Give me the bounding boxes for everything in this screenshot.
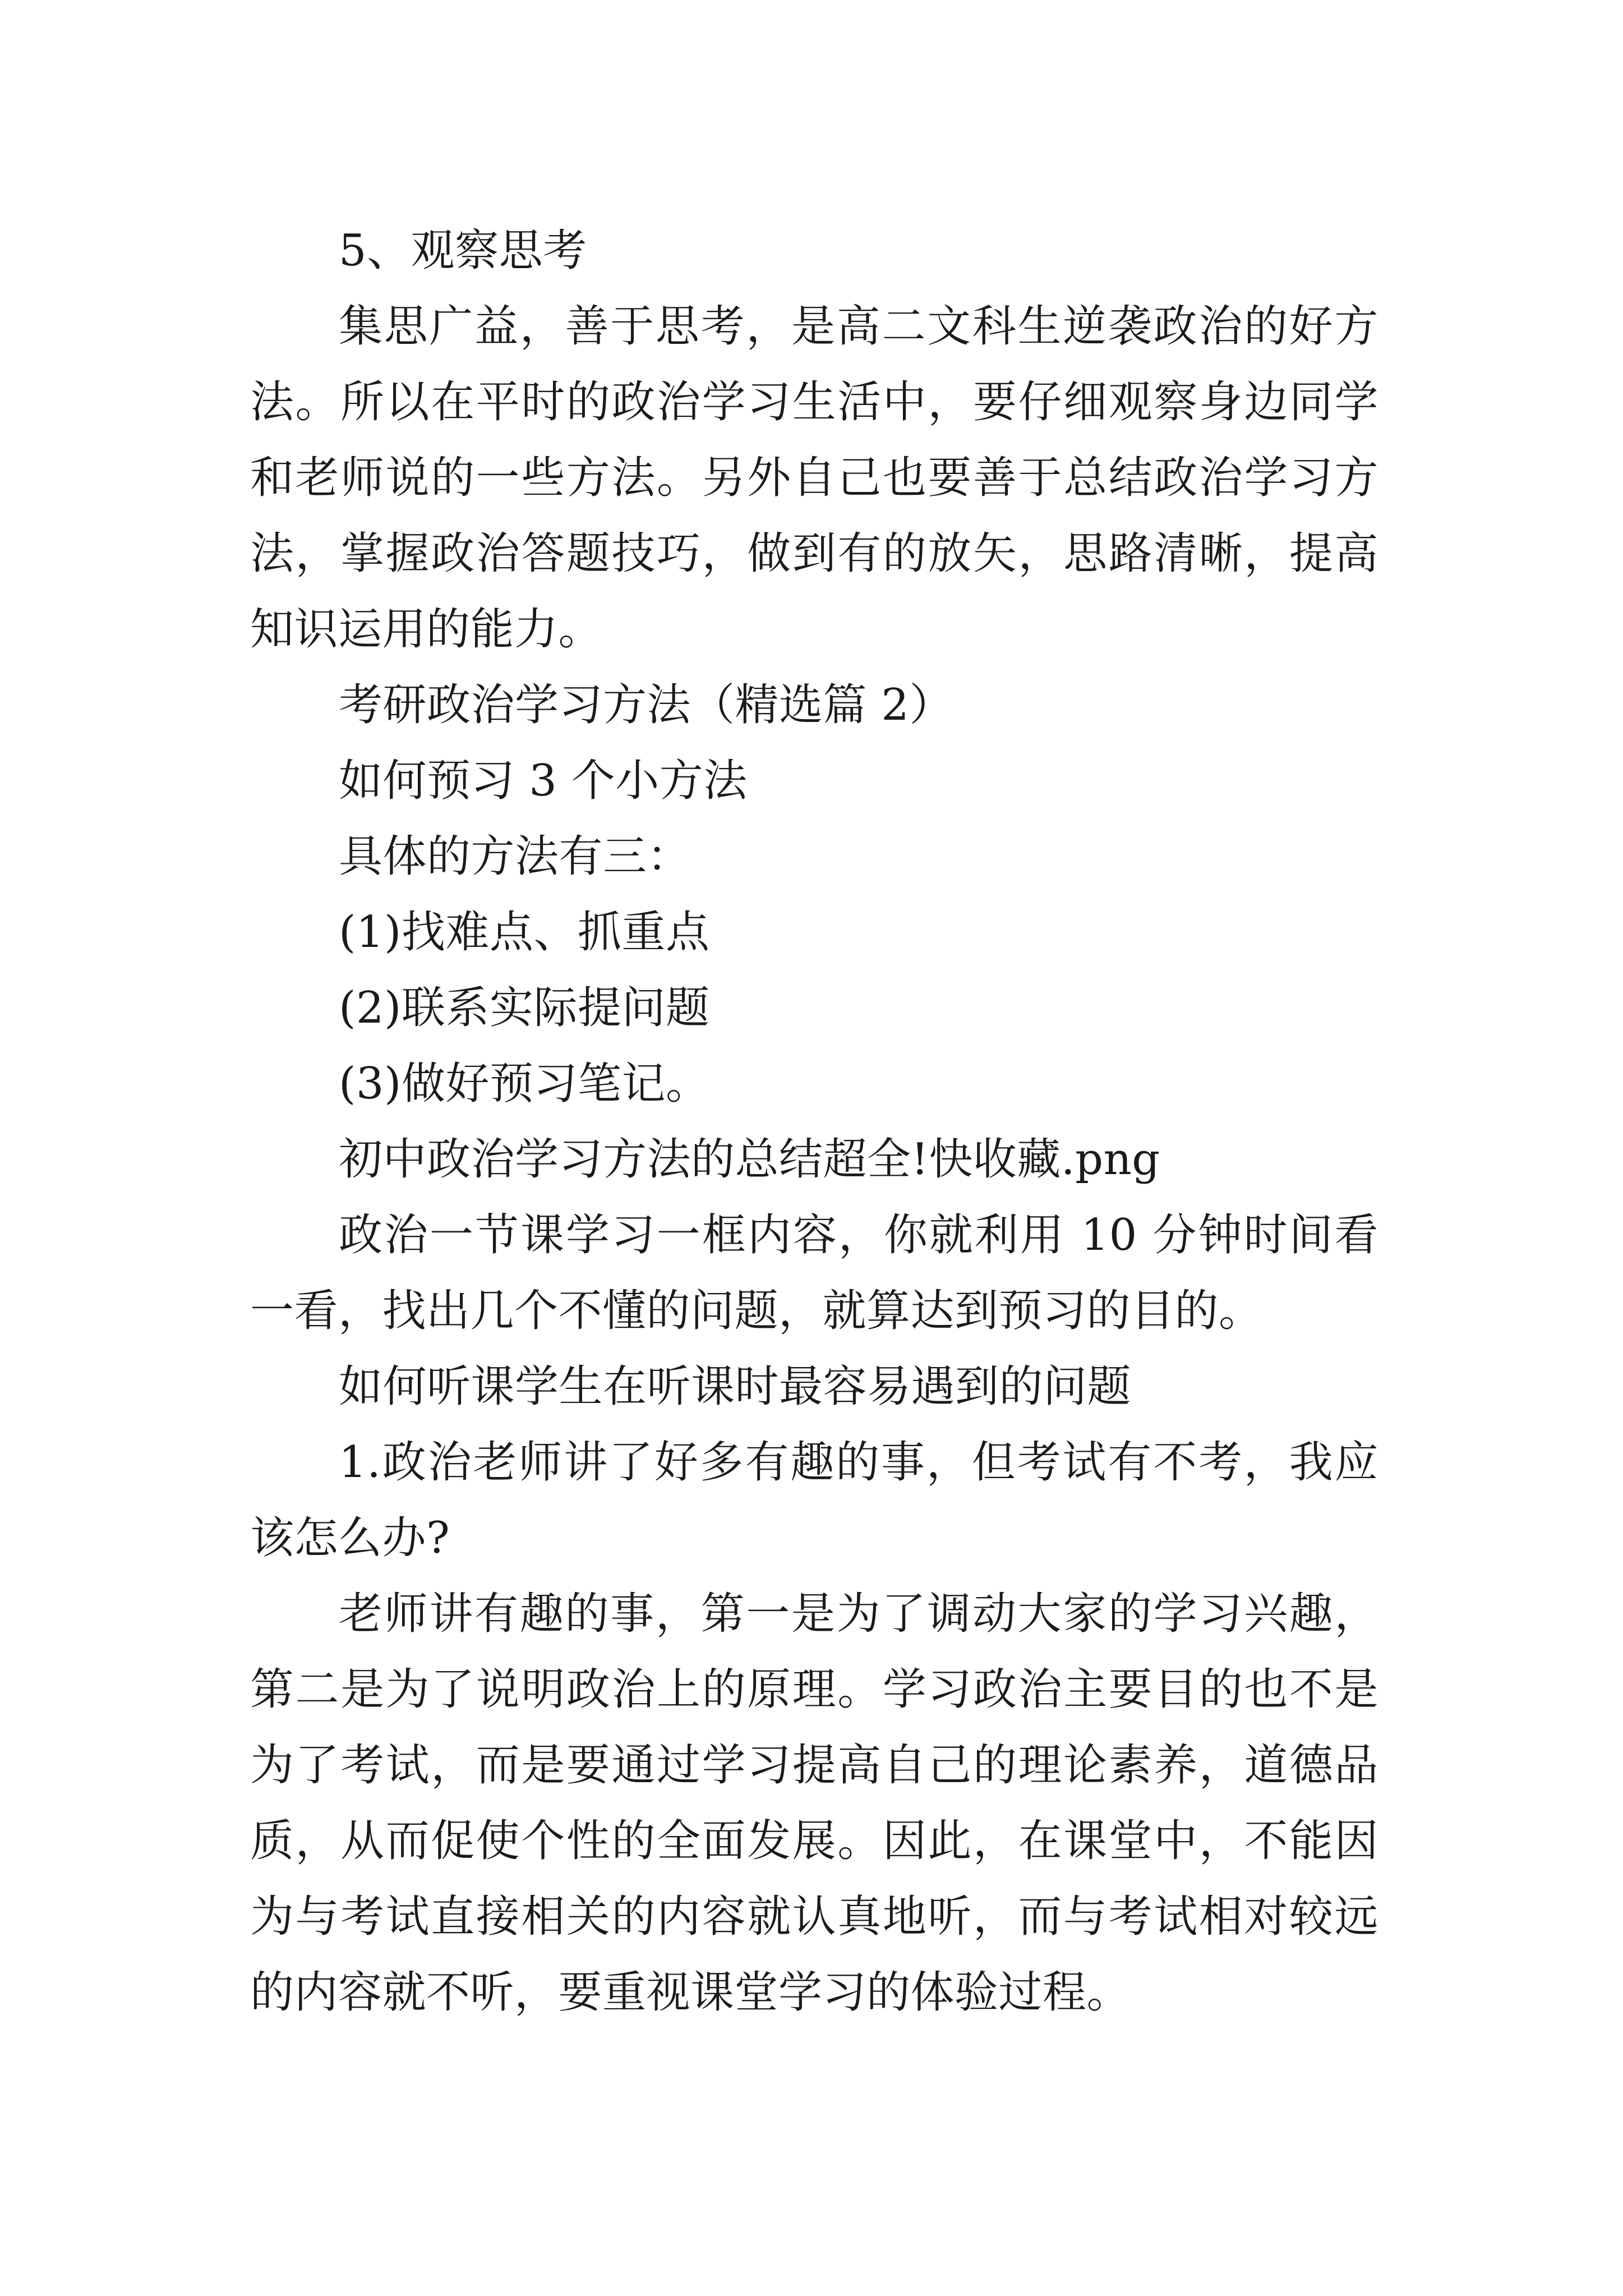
answer-1: 老师讲有趣的事，第一是为了调动大家的学习兴趣，第二是为了说明政治上的原理。学习政治主要目的也不是为了考试，而是要通过学习提高自己的理论素养，道德品质，从而促使个性的全面发展。因此，在课堂中，不能因为与考试直接相关的内容就认真地听，而与考试相对较远的内容就不听，要重视课堂学习的体验过程。 <box>250 1589 1378 2018</box>
section-heading-listening: 如何听课学生在听课时最容易遇到的问题 <box>339 1361 1132 1412</box>
paragraph-preview-time: 政治一节课学习一框内容，你就利用 10 分钟时间看一看，找出几个不懂的问题，就算达到预习的目的。 <box>250 1210 1378 1336</box>
document-body <box>250 213 1378 2031</box>
question-1: 1.政治老师讲了好多有趣的事，但考试有不考，我应该怎么办? <box>250 1437 1378 1563</box>
list-item-1: (1)找难点、抓重点 <box>339 907 710 958</box>
article-subtitle: 考研政治学习方法（精选篇 2） <box>339 680 953 730</box>
section-heading-preview: 如何预习 3 个小方法 <box>339 756 748 806</box>
paragraph-methods-intro: 具体的方法有三： <box>339 831 691 882</box>
list-item-3: (3)做好预习笔记。 <box>339 1059 710 1109</box>
image-filename-text: 初中政治学习方法的总结超全!快收藏.png <box>339 1134 1160 1185</box>
section-heading-observe-think: 5、观察思考 <box>339 226 587 276</box>
paragraph-observe-think: 集思广益，善于思考，是高二文科生逆袭政治的好方法。所以在平时的政治学习生活中，要仔细观察身边同学和老师说的一些方法。另外自己也要善于总结政治学习方法，掌握政治答题技巧，做到有的放矢，思路清晰，提高知识运用的能力。 <box>250 301 1378 655</box>
list-item-2: (2)联系实际提问题 <box>339 983 710 1033</box>
